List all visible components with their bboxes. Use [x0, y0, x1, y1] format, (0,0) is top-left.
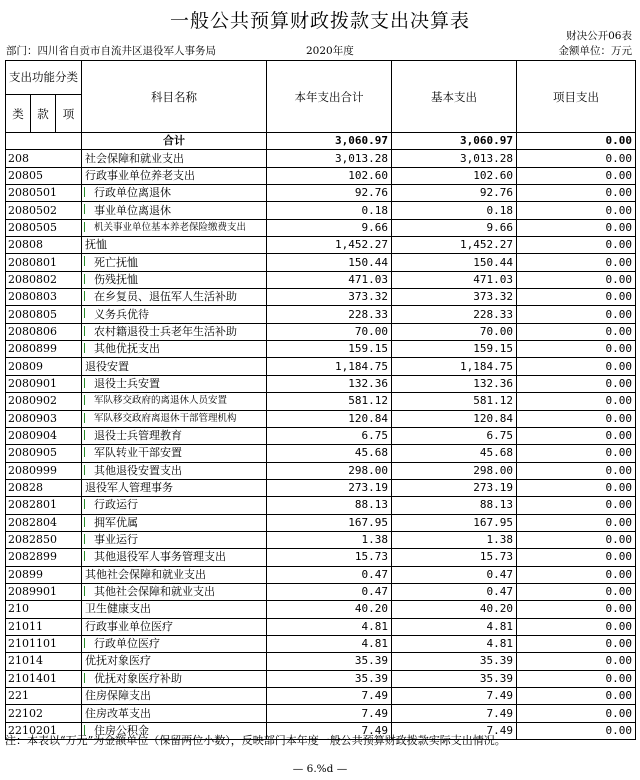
row-basic: 150.44: [392, 254, 517, 271]
row-project: 0.00: [517, 497, 636, 514]
expenditure-table: [5, 60, 636, 740]
row-code: 2082850: [6, 531, 82, 548]
row-subject-name: 拥军优属: [82, 514, 267, 531]
row-basic: 0.47: [392, 566, 517, 583]
row-total: 4.81: [267, 635, 392, 652]
row-total: 471.03: [267, 271, 392, 288]
row-basic: 1.38: [392, 531, 517, 548]
row-subject-name: 其他退役军人事务管理支出: [82, 549, 267, 566]
row-project: 0.00: [517, 393, 636, 410]
row-project: 0.00: [517, 341, 636, 358]
row-total: 15.73: [267, 549, 392, 566]
total-amount: 3,060.97: [267, 133, 392, 150]
row-project: 0.00: [517, 635, 636, 652]
table-row: [6, 306, 636, 323]
row-subject-name: 机关事业单位基本养老保险缴费支出: [82, 219, 267, 236]
total-basic: 3,060.97: [392, 133, 517, 150]
row-basic: 1,452.27: [392, 237, 517, 254]
row-basic: 7.49: [392, 688, 517, 705]
row-total: 298.00: [267, 462, 392, 479]
row-total: 92.76: [267, 185, 392, 202]
row-total: 0.47: [267, 583, 392, 600]
table-row: [6, 445, 636, 462]
row-basic: 373.32: [392, 289, 517, 306]
row-basic: 7.49: [392, 722, 517, 739]
row-total: 70.00: [267, 323, 392, 340]
row-subject-name: 军队移交政府离退休干部管理机构: [82, 410, 267, 427]
row-project: 0.00: [517, 670, 636, 687]
row-project: 0.00: [517, 167, 636, 184]
row-basic: 102.60: [392, 167, 517, 184]
row-code: 20809: [6, 358, 82, 375]
row-code: 2080502: [6, 202, 82, 219]
page-title: 一般公共预算财政拨款支出决算表: [169, 10, 470, 32]
page-footer: — 6.%d —: [292, 763, 348, 775]
row-code: 20828: [6, 479, 82, 496]
table-body: [6, 133, 636, 740]
row-total: 1.38: [267, 531, 392, 548]
row-total: 273.19: [267, 479, 392, 496]
row-total: 167.95: [267, 514, 392, 531]
row-project: 0.00: [517, 219, 636, 236]
department-label: 部门：四川省自贡市自流井区退役军人事务局: [6, 45, 216, 57]
row-basic: 9.66: [392, 219, 517, 236]
row-basic: 167.95: [392, 514, 517, 531]
row-total: 150.44: [267, 254, 392, 271]
table-row: [6, 237, 636, 254]
row-subject-name: 住房改革支出: [82, 705, 267, 722]
row-basic: 228.33: [392, 306, 517, 323]
row-total: 132.36: [267, 375, 392, 392]
row-subject-name: 社会保障和就业支出: [82, 150, 267, 167]
table-row: [6, 635, 636, 652]
row-project: 0.00: [517, 427, 636, 444]
row-project: 0.00: [517, 202, 636, 219]
row-code: 2080806: [6, 323, 82, 340]
row-total: 7.49: [267, 705, 392, 722]
row-project: 0.00: [517, 150, 636, 167]
row-total: 373.32: [267, 289, 392, 306]
table-row: [6, 514, 636, 531]
row-subject-name: 其他社会保障和就业支出: [82, 583, 267, 600]
table-row: [6, 705, 636, 722]
row-code: 20899: [6, 566, 82, 583]
row-project: 0.00: [517, 358, 636, 375]
table-row: [6, 358, 636, 375]
row-code: 2082804: [6, 514, 82, 531]
row-subject-name: 其他退役安置支出: [82, 462, 267, 479]
table-row: [6, 150, 636, 167]
row-project: 0.00: [517, 375, 636, 392]
form-code: 财决公开06表: [566, 30, 632, 42]
row-project: 0.00: [517, 705, 636, 722]
row-project: 0.00: [517, 271, 636, 288]
table-row: [6, 375, 636, 392]
row-code: 2080901: [6, 375, 82, 392]
row-basic: 4.81: [392, 635, 517, 652]
row-total: 1,452.27: [267, 237, 392, 254]
row-total: 120.84: [267, 410, 392, 427]
row-total: 0.47: [267, 566, 392, 583]
table-row: [6, 271, 636, 288]
row-project: 0.00: [517, 462, 636, 479]
row-basic: 0.18: [392, 202, 517, 219]
row-code: 21014: [6, 653, 82, 670]
row-project: 0.00: [517, 306, 636, 323]
row-basic: 88.13: [392, 497, 517, 514]
row-total: 7.49: [267, 688, 392, 705]
row-code: 2082801: [6, 497, 82, 514]
row-code: 2080802: [6, 271, 82, 288]
row-code: 2080999: [6, 462, 82, 479]
row-subject-name: 农村籍退役士兵老年生活补助: [82, 323, 267, 340]
row-total: 102.60: [267, 167, 392, 184]
row-code: 2080903: [6, 410, 82, 427]
row-basic: 40.20: [392, 601, 517, 618]
row-code: 2089901: [6, 583, 82, 600]
row-code: 210: [6, 601, 82, 618]
row-project: 0.00: [517, 549, 636, 566]
row-code: 2101401: [6, 670, 82, 687]
table-row: [6, 670, 636, 687]
total-project: 0.00: [517, 133, 636, 150]
row-subject-name: 伤残抚恤: [82, 271, 267, 288]
total-label: 合计: [82, 133, 267, 150]
amount-unit: 金额单位：万元: [558, 45, 632, 57]
row-subject-name: 抚恤: [82, 237, 267, 254]
row-subject-name: 住房公积金: [82, 722, 267, 739]
fiscal-year: 2020年度: [306, 45, 354, 57]
row-project: 0.00: [517, 445, 636, 462]
table-row: [6, 341, 636, 358]
row-project: 0.00: [517, 289, 636, 306]
basic-header: 基本支出: [392, 61, 517, 133]
row-basic: 7.49: [392, 705, 517, 722]
table-row: [6, 202, 636, 219]
row-project: 0.00: [517, 583, 636, 600]
table-row: [6, 618, 636, 635]
row-total: 1,184.75: [267, 358, 392, 375]
table-row: [6, 601, 636, 618]
table-row: [6, 531, 636, 548]
total-header: 本年支出合计: [267, 61, 392, 133]
row-code: 2101101: [6, 635, 82, 652]
table-row: [6, 549, 636, 566]
row-project: 0.00: [517, 185, 636, 202]
row-project: 0.00: [517, 601, 636, 618]
row-total: 3,013.28: [267, 150, 392, 167]
row-code: 2080501: [6, 185, 82, 202]
row-total: 0.18: [267, 202, 392, 219]
row-subject-name: 军队移交政府的离退休人员安置: [82, 393, 267, 410]
row-total: 88.13: [267, 497, 392, 514]
row-code: 22102: [6, 705, 82, 722]
table-row: [6, 583, 636, 600]
row-code: 2080801: [6, 254, 82, 271]
table-row: [6, 427, 636, 444]
table-row: [6, 289, 636, 306]
row-project: 0.00: [517, 618, 636, 635]
row-basic: 471.03: [392, 271, 517, 288]
row-total: 35.39: [267, 670, 392, 687]
row-project: 0.00: [517, 653, 636, 670]
table-row: [6, 653, 636, 670]
row-basic: 45.68: [392, 445, 517, 462]
row-code: 20808: [6, 237, 82, 254]
row-project: 0.00: [517, 410, 636, 427]
row-code: 221: [6, 688, 82, 705]
row-basic: 15.73: [392, 549, 517, 566]
row-subject-name: 退役军人管理事务: [82, 479, 267, 496]
row-subject-name: 住房保障支出: [82, 688, 267, 705]
row-subject-name: 行政单位医疗: [82, 635, 267, 652]
row-code: 2080904: [6, 427, 82, 444]
row-code: 20805: [6, 167, 82, 184]
row-basic: 1,184.75: [392, 358, 517, 375]
row-total: 228.33: [267, 306, 392, 323]
row-basic: 92.76: [392, 185, 517, 202]
table-row: [6, 410, 636, 427]
func-class-header: 支出功能分类: [6, 61, 82, 95]
row-project: 0.00: [517, 237, 636, 254]
row-project: 0.00: [517, 566, 636, 583]
row-basic: 3,013.28: [392, 150, 517, 167]
row-total: 4.81: [267, 618, 392, 635]
table-row: [6, 323, 636, 340]
total-row: [6, 133, 636, 150]
row-basic: 581.12: [392, 393, 517, 410]
row-subject-name: 退役安置: [82, 358, 267, 375]
row-basic: 35.39: [392, 670, 517, 687]
row-subject-name: 行政事业单位养老支出: [82, 167, 267, 184]
row-total: 35.39: [267, 653, 392, 670]
row-total: 40.20: [267, 601, 392, 618]
row-code: 2080505: [6, 219, 82, 236]
table-row: [6, 254, 636, 271]
row-basic: 159.15: [392, 341, 517, 358]
row-basic: 273.19: [392, 479, 517, 496]
total-code-cell: [6, 133, 82, 150]
row-total: 45.68: [267, 445, 392, 462]
row-subject-name: 退役士兵管理教育: [82, 427, 267, 444]
row-basic: 0.47: [392, 583, 517, 600]
row-subject-name: 卫生健康支出: [82, 601, 267, 618]
row-code: 2080905: [6, 445, 82, 462]
subject-header: 科目名称: [82, 61, 267, 133]
row-total: 6.75: [267, 427, 392, 444]
table-row: [6, 185, 636, 202]
row-code: 2080803: [6, 289, 82, 306]
row-basic: 35.39: [392, 653, 517, 670]
row-project: 0.00: [517, 688, 636, 705]
expenditure-table-container: [5, 60, 635, 740]
row-subject-name: 死亡抚恤: [82, 254, 267, 271]
table-row: [6, 462, 636, 479]
row-basic: 4.81: [392, 618, 517, 635]
table-row: [6, 497, 636, 514]
row-total: 9.66: [267, 219, 392, 236]
lei-header: 类: [6, 95, 31, 133]
row-subject-name: 义务兵优待: [82, 306, 267, 323]
row-code: 2210201: [6, 722, 82, 739]
kuan-header: 款: [31, 95, 56, 133]
row-subject-name: 优抚对象医疗: [82, 653, 267, 670]
row-basic: 6.75: [392, 427, 517, 444]
row-subject-name: 行政单位离退休: [82, 185, 267, 202]
row-project: 0.00: [517, 531, 636, 548]
xiang-header: 项: [56, 95, 82, 133]
row-total: 581.12: [267, 393, 392, 410]
row-project: 0.00: [517, 514, 636, 531]
row-subject-name: 优抚对象医疗补助: [82, 670, 267, 687]
row-total: 7.49: [267, 722, 392, 739]
row-project: 0.00: [517, 722, 636, 739]
row-subject-name: 其他社会保障和就业支出: [82, 566, 267, 583]
row-basic: 120.84: [392, 410, 517, 427]
row-subject-name: 退役士兵安置: [82, 375, 267, 392]
row-code: 2082899: [6, 549, 82, 566]
table-row: [6, 167, 636, 184]
row-subject-name: 事业运行: [82, 531, 267, 548]
row-code: 2080805: [6, 306, 82, 323]
row-code: 2080899: [6, 341, 82, 358]
table-row: [6, 393, 636, 410]
row-code: 21011: [6, 618, 82, 635]
row-subject-name: 其他优抚支出: [82, 341, 267, 358]
row-basic: 298.00: [392, 462, 517, 479]
table-row: [6, 219, 636, 236]
row-total: 159.15: [267, 341, 392, 358]
table-row: [6, 688, 636, 705]
row-basic: 70.00: [392, 323, 517, 340]
row-subject-name: 军队转业干部安置: [82, 445, 267, 462]
row-subject-name: 事业单位离退休: [82, 202, 267, 219]
row-code: 208: [6, 150, 82, 167]
row-code: 2080902: [6, 393, 82, 410]
row-project: 0.00: [517, 254, 636, 271]
row-project: 0.00: [517, 479, 636, 496]
row-basic: 132.36: [392, 375, 517, 392]
row-subject-name: 在乡复员、退伍军人生活补助: [82, 289, 267, 306]
row-subject-name: 行政事业单位医疗: [82, 618, 267, 635]
project-header: 项目支出: [517, 61, 636, 133]
row-project: 0.00: [517, 323, 636, 340]
table-note: 注：本表以“万元”为金额单位（保留两位小数），反映部门本年度一般公共预算财政拨款实际支出情况。: [5, 734, 506, 747]
table-row: [6, 566, 636, 583]
table-row: [6, 479, 636, 496]
row-subject-name: 行政运行: [82, 497, 267, 514]
